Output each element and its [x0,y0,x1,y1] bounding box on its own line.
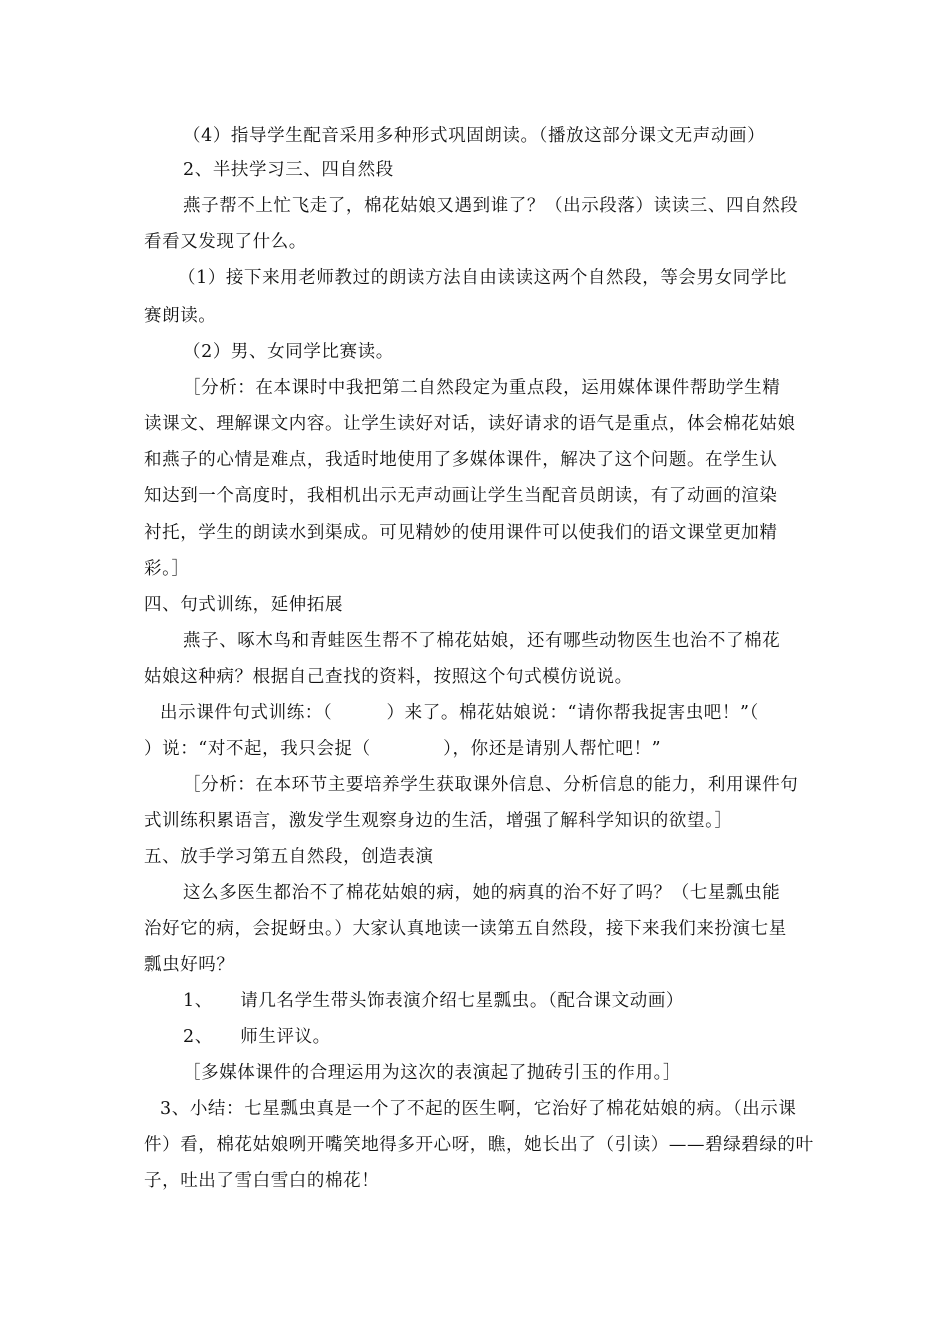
text-line: 这么多医生都治不了棉花姑娘的病，她的病真的治不好了吗？（七星瓢虫能 [183,883,781,903]
text-line: ［分析：在本课时中我把第二自然段定为重点段，运用媒体课件帮助学生精 [183,378,781,398]
text-line: ）说：“对不起，我只会捉（ ），你还是请别人帮忙吧！” [144,739,662,759]
text-line: 姑娘这种病？根据自己查找的资料，按照这个句式模仿说说。 [144,667,633,687]
text-line: 和燕子的心情是难点，我适时地使用了多媒体课件，解决了这个问题。在学生认 [144,450,778,470]
section-heading: 四、句式训练，延伸拓展 [144,595,344,615]
text-line: 1、 请几名学生带头饰表演介绍七星瓢虫。（配合课文动画） [183,991,685,1011]
text-line: 燕子、啄木鸟和青蛙医生帮不了棉花姑娘，还有哪些动物医生也治不了棉花 [183,631,781,651]
text-line: 2、半扶学习三、四自然段 [183,160,394,180]
text-line: 式训练积累语言，激发学生观察身边的生活，增强了解科学知识的欲望。］ [144,811,733,831]
text-line: 出示课件句式训练：（ ）来了。棉花姑娘说：“请你帮我捉害虫吧！”（ [160,703,759,723]
text-line: 3、小结：七星瓢虫真是一个了不起的医生啊，它治好了棉花姑娘的病。（出示课 [160,1099,797,1119]
text-line: ［多媒体课件的合理运用为这次的表演起了抛砖引玉的作用。］ [183,1063,682,1083]
text-line: 彩。］ [144,559,190,579]
text-line: （2）男、女同学比赛读。 [183,342,394,362]
text-line: 瓢虫好吗？ [144,955,235,975]
text-line: ［分析：在本环节主要培养学生获取课外信息、分析信息的能力，利用课件句 [183,775,799,795]
text-line: 件）看，棉花姑娘咧开嘴笑地得多开心呀，瞧，她长出了（引读）——碧绿碧绿的叶 [144,1135,814,1155]
text-line: 赛朗读。 [144,306,217,326]
text-line: 治好它的病，会捉蚜虫。）大家认真地读一读第五自然段，接下来我们来扮演七星 [144,919,787,939]
text-line: 衬托，学生的朗读水到渠成。可见精妙的使用课件可以使我们的语文课堂更加精 [144,523,778,543]
text-line: 子，吐出了雪白雪白的棉花！ [144,1171,380,1191]
text-line: 读课文、理解课文内容。让学生读好对话，读好请求的语气是重点，体会棉花姑娘 [144,414,796,434]
section-heading: 五、放手学习第五自然段，创造表演 [144,847,434,867]
text-line: 看看又发现了什么。 [144,232,307,252]
text-line: 燕子帮不上忙飞走了，棉花姑娘又遇到谁了？（出示段落）读读三、四自然段 [183,196,799,216]
text-line: 2、 师生评议。 [183,1027,331,1047]
text-line: （4）指导学生配音采用多种形式巩固朗读。（播放这部分课文无声动画） [183,126,766,146]
text-line: （1）接下来用老师教过的朗读方法自由读读这两个自然段，等会男女同学比 [178,268,788,288]
text-line: 知达到一个高度时，我相机出示无声动画让学生当配音员朗读，有了动画的渲染 [144,486,778,506]
